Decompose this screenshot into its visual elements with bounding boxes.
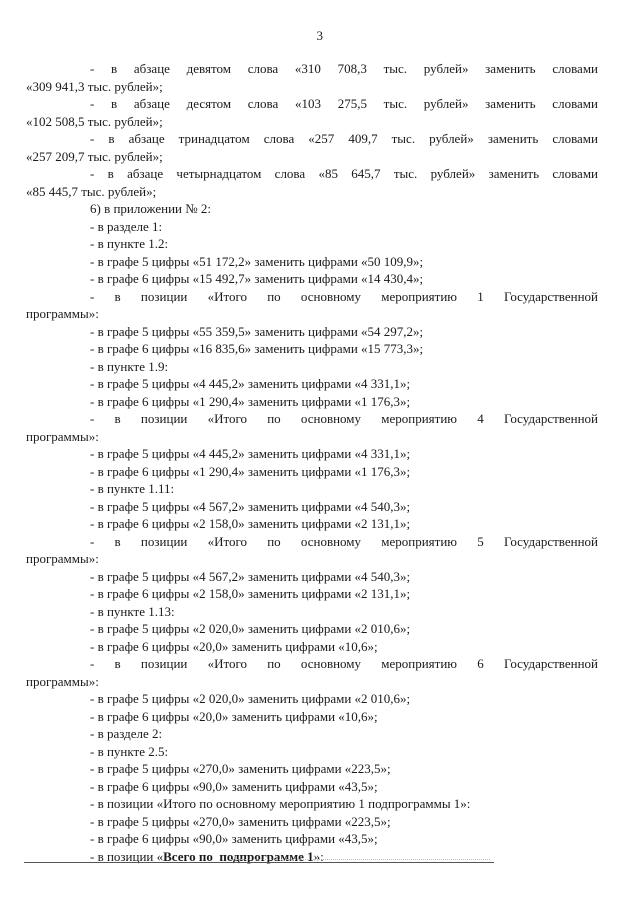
text-line: программы»: — [26, 673, 99, 689]
text-line: - в позиции «Итого по основному мероприятию 1 подпрограммы 1»: — [90, 796, 471, 811]
text-line: программы»: — [26, 551, 99, 566]
text-line: - в графе 5 цифры «51 172,2» заменить цифрами «50 109,9»; — [90, 253, 424, 269]
footer-rule — [24, 862, 494, 863]
text-line: - в пункте 1.2: — [90, 236, 169, 251]
text-line: «309 941,3 тыс. рублей»; — [26, 78, 163, 94]
text-line: - в графе 6 цифры «90,0» заменить цифрами «43,5»; — [90, 831, 378, 846]
text-line: - в графе 5 цифры «2 020,0» заменить цифрами «2 010,6»; — [90, 621, 411, 636]
text-line: программы»: — [26, 428, 99, 444]
text-line: - в графе 6 цифры «15 492,7» заменить цифрами «14 430,4»; — [90, 271, 424, 286]
text-segment: - в позиции « — [90, 848, 164, 864]
page-number: 3 — [316, 28, 324, 43]
text-line: - в пункте 1.11: — [90, 481, 175, 496]
text-line: - в позиции «Итого по основному мероприятию 5 Государственной — [90, 533, 598, 549]
text-line: 6) в приложении № 2: — [90, 201, 212, 216]
text-line: - в графе 5 цифры «4 445,2» заменить цифрами «4 331,1»; — [90, 376, 411, 391]
text-line: - в графе 6 цифры «20,0» заменить цифрами «10,6»; — [90, 708, 378, 724]
text-line: - в графе 5 цифры «270,0» заменить цифрами «223,5»; — [90, 813, 391, 829]
text-line: - в графе 6 цифры «90,0» заменить цифрами «43,5»; — [90, 778, 378, 794]
text-line: - в графе 6 цифры «20,0» заменить цифрами «10,6»; — [90, 638, 378, 654]
text-line: - в абзаце девятом слова «310 708,3 тыс. рублей» заменить словами — [90, 61, 598, 76]
text-line: - в позиции «Итого по основному мероприятию 6 Государственной — [90, 656, 598, 671]
text-line: - в пункте 1.13: — [90, 603, 175, 619]
text-line: - в абзаце тринадцатом слова «257 409,7 тыс. рублей» заменить словами — [90, 131, 598, 146]
text-line: «85 445,7 тыс. рублей»; — [26, 183, 157, 199]
text-line: - в пункте 2.5: — [90, 743, 169, 759]
text-line: - в абзаце десятом слова «103 275,5 тыс. рублей» заменить словами — [90, 96, 598, 111]
text-line: - в пункте 1.9: — [90, 358, 169, 374]
text-line: «257 209,7 тыс. рублей»; — [26, 148, 163, 164]
text-line: - в графе 6 цифры «2 158,0» заменить цифрами «2 131,1»; — [90, 586, 411, 601]
text-line: - в позиции «Итого по основному мероприятию 4 Государственной — [90, 411, 598, 426]
text-line: - в графе 6 цифры «16 835,6» заменить цифрами «15 773,3»; — [90, 341, 424, 356]
text-line: - в графе 5 цифры «4 567,2» заменить цифрами «4 540,3»; — [90, 568, 411, 584]
text-line: - в графе 5 цифры «270,0» заменить цифрами «223,5»; — [90, 761, 391, 776]
text-line: - в разделе 2: — [90, 726, 163, 741]
text-segment-bold: Всего по подпрограмме 1 — [163, 848, 314, 864]
text-line: - в абзаце четырнадцатом слова «85 645,7 тыс. рублей» заменить словами — [90, 166, 598, 181]
text-line: - в графе 5 цифры «55 359,5» заменить цифрами «54 297,2»; — [90, 323, 424, 339]
document-body — [26, 60, 598, 865]
text-line: программы»: — [26, 306, 99, 321]
text-line: - в графе 5 цифры «4 567,2» заменить цифрами «4 540,3»; — [90, 498, 411, 514]
footer-rule-faint — [230, 859, 490, 860]
text-line: - в графе 6 цифры «1 290,4» заменить цифрами «1 176,3»; — [90, 463, 411, 479]
text-line: - в позиции «Итого по основному мероприятию 1 Государственной — [90, 288, 598, 304]
text-line: - в графе 6 цифры «1 290,4» заменить цифрами «1 176,3»; — [90, 393, 411, 409]
text-line: «102 508,5 тыс. рублей»; — [26, 113, 163, 129]
text-segment: »: — [313, 848, 324, 864]
text-line: - в графе 5 цифры «2 020,0» заменить цифрами «2 010,6»; — [90, 691, 411, 706]
text-line: - в графе 5 цифры «4 445,2» заменить цифрами «4 331,1»; — [90, 446, 411, 461]
text-line: - в разделе 1: — [90, 218, 163, 234]
text-line: - в графе 6 цифры «2 158,0» заменить цифрами «2 131,1»; — [90, 516, 411, 531]
